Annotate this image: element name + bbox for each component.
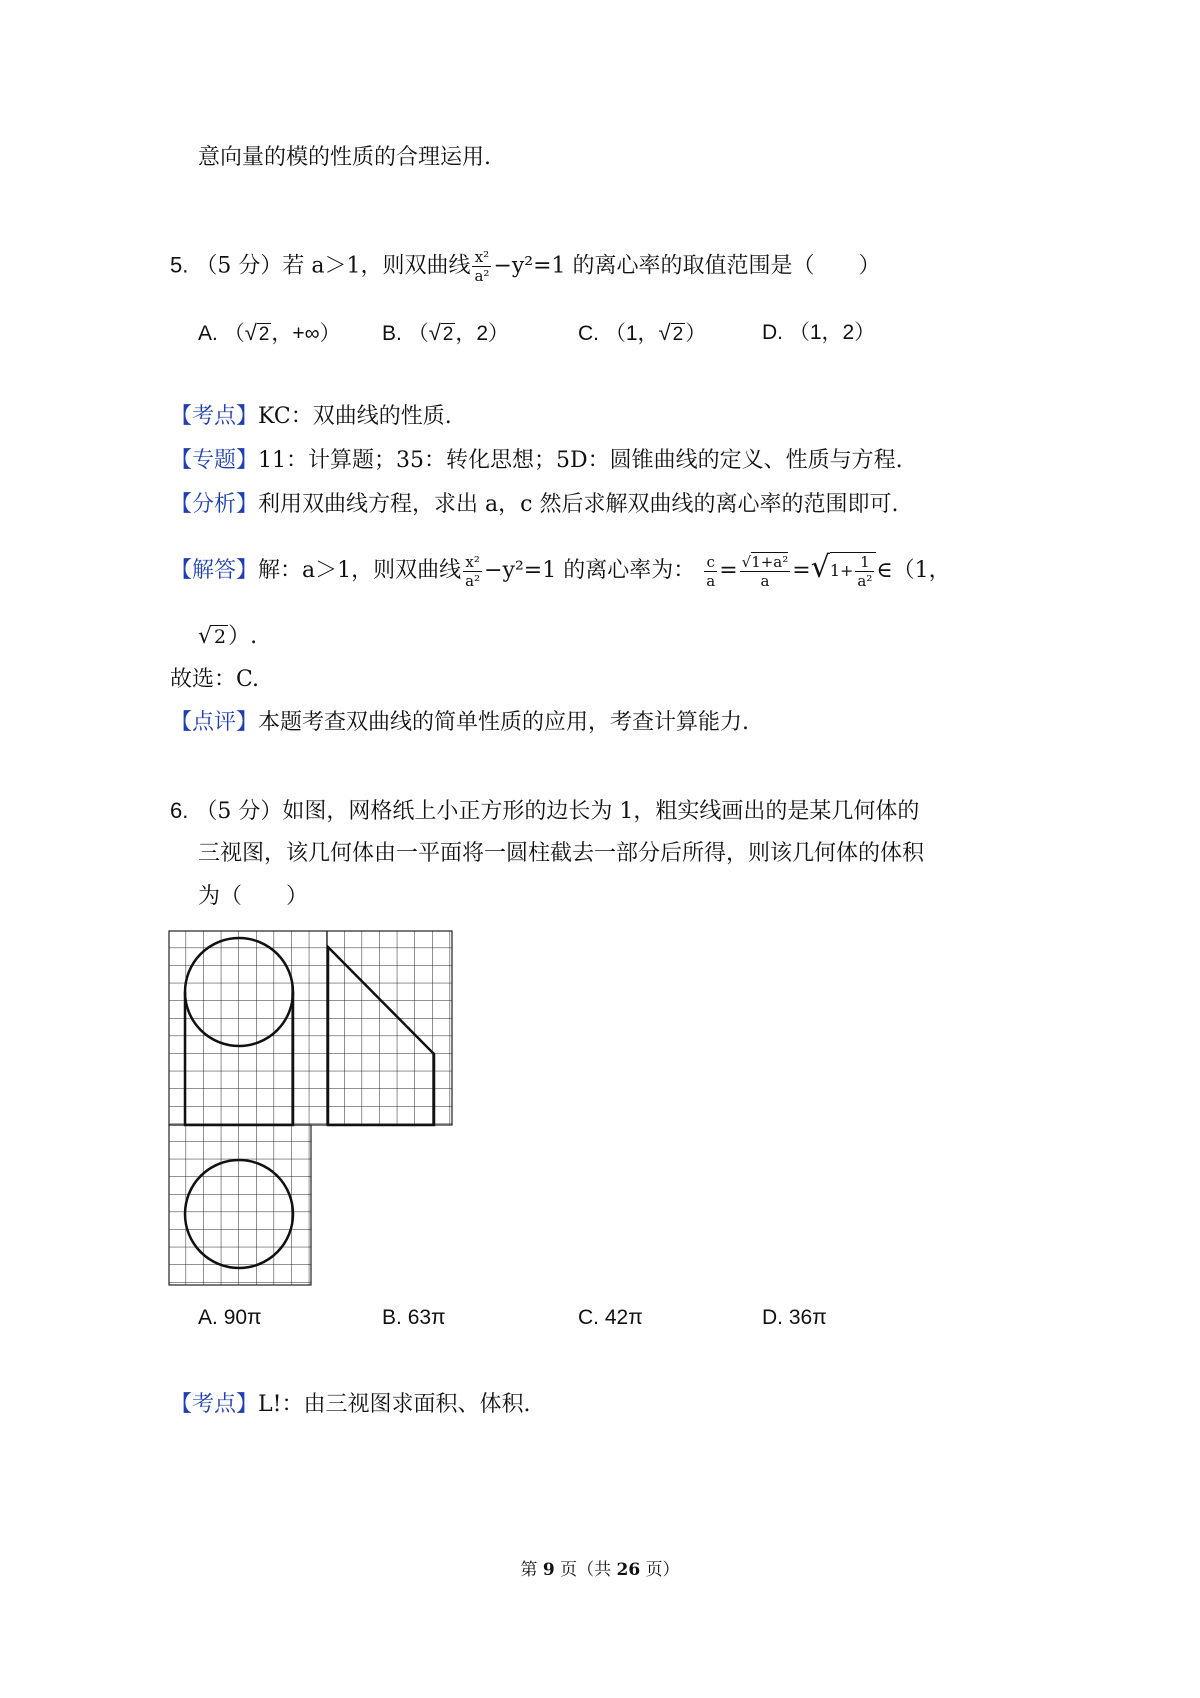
frac-den: a²: [857, 572, 873, 590]
option-label: C.: [578, 322, 599, 345]
q5-number: 5.: [170, 252, 189, 278]
jieda-fraction: [463, 553, 482, 590]
equals-sign: =: [719, 558, 738, 583]
q5-dianping: [170, 708, 749, 738]
minus-sign: −: [493, 253, 512, 279]
frac-den: a: [760, 571, 770, 590]
radicand: 2: [442, 324, 454, 345]
option-label: A.: [198, 322, 218, 345]
sqrt-symbol: √ 2: [198, 624, 227, 649]
grid-top: [169, 1125, 311, 1285]
q5-jieda-line2: [198, 622, 257, 652]
sqrt-symbol: √: [810, 550, 830, 585]
q5-frac-num: x²: [472, 248, 491, 267]
fenxi-tag: 【分析】: [170, 492, 259, 517]
q6-option-b: [382, 1303, 446, 1333]
option-label: D.: [762, 321, 783, 344]
option-post: ，+∞）: [271, 322, 341, 345]
q5-fraction: [472, 248, 491, 285]
zhuanti-text: 11：计算题；35：转化思想；5D：圆锥曲线的定义、性质与方程.: [258, 448, 903, 473]
q5-kaodian: [170, 402, 452, 432]
footer-mid: 页（共: [560, 1560, 612, 1580]
radicand-group: 1+ $\frac{1}{\text{a²}}$: [830, 552, 877, 590]
frac-num: √1+a²: [741, 552, 789, 571]
continuation-text: 意向量的模的性质的合理运用.: [198, 145, 491, 170]
option-post: ）: [685, 322, 707, 345]
q5-stem-prefix: 若 a＞1，则双曲线: [282, 253, 471, 279]
option-pre: （1，2）: [788, 321, 876, 344]
radicand: 2: [672, 324, 684, 345]
option-label: C.: [578, 1306, 599, 1329]
option-value: 63π: [407, 1306, 446, 1329]
option-pre: （1，: [604, 322, 659, 345]
q6-line1: [170, 796, 919, 827]
sqrt-fraction: [740, 553, 791, 590]
option-label: B.: [382, 1306, 402, 1329]
option-pre: （: [407, 322, 429, 345]
sqrt-symbol: √ 2: [658, 320, 684, 345]
q5-stem: [170, 248, 881, 285]
q5-stem-suffix: y²=1 的离心率的取值范围是（ ）: [511, 253, 881, 279]
option-pre: （: [223, 322, 245, 345]
equals-sign: =: [792, 558, 811, 583]
frac-den: a²: [465, 571, 481, 590]
q5-jieda: [170, 552, 951, 590]
jieda-tag: 【解答】: [170, 558, 259, 583]
kaodian-text: KC：双曲线的性质.: [258, 404, 452, 429]
q5-option-b: [382, 318, 509, 350]
page-total: 26: [616, 1560, 641, 1580]
kaodian-tag: 【考点】: [170, 1392, 259, 1417]
sqrt-symbol: √ 2: [428, 320, 454, 345]
footer-pre: 第: [520, 1560, 538, 1580]
page-footer: [0, 1555, 1200, 1580]
sqrt-symbol: √ 2: [244, 320, 270, 345]
q5-guxuan: 故选：C.: [170, 667, 260, 692]
c-over-a: [704, 553, 717, 590]
frac-num: x²: [463, 553, 482, 572]
frac-num: c: [704, 553, 717, 572]
jieda-mid: y²=1 的离心率为：: [502, 558, 696, 583]
radicand: 1+a²: [751, 552, 789, 571]
footer-post: 页）: [645, 1560, 680, 1580]
option-label: D.: [762, 1306, 783, 1329]
zhuanti-tag: 【专题】: [170, 448, 259, 473]
option-value: 90π: [223, 1306, 262, 1329]
option-post: ，2）: [455, 322, 510, 345]
jieda-prefix: 解：a＞1，则双曲线: [258, 558, 462, 583]
option-value: 42π: [604, 1306, 643, 1329]
q5-option-d: [762, 318, 875, 348]
q5-option-c: [578, 318, 706, 350]
minus-sign: −: [484, 558, 503, 583]
q6-number: 6.: [170, 798, 189, 823]
page-number: 9: [542, 1560, 555, 1580]
radicand: 2: [214, 626, 227, 648]
q6-line2: 三视图，该几何体由一平面将一圆柱截去一部分后所得，则该几何体的体积: [198, 841, 925, 866]
q5-frac-den: a²: [474, 267, 490, 285]
option-label: A.: [198, 1306, 218, 1329]
radicand: 2: [258, 324, 270, 345]
q6-stem-1: （5 分）如图，网格纸上小正方形的边长为 1，粗实线画出的是某几何体的: [195, 799, 920, 824]
q5-score: （5 分）: [195, 253, 283, 279]
q5-option-a: [198, 318, 341, 350]
frac-den: a: [706, 571, 716, 590]
dianping-text: 本题考查双曲线的简单性质的应用，考查计算能力.: [258, 710, 750, 735]
q5-fenxi: [170, 490, 898, 520]
q6-option-c: [578, 1303, 643, 1333]
dianping-tag: 【点评】: [170, 710, 259, 735]
jieda-line2-post: ）.: [228, 624, 258, 649]
radicand-one: 1: [829, 561, 841, 580]
q5-zhuanti: [170, 446, 903, 476]
option-value: 36π: [788, 1306, 827, 1329]
fenxi-text: 利用双曲线方程，求出 a，c 然后求解双曲线的离心率的范围即可.: [258, 492, 899, 517]
q6-option-a: [198, 1303, 262, 1333]
frac-num: 1: [855, 553, 874, 572]
option-label: B.: [382, 322, 402, 345]
three-view-figure: [168, 930, 456, 1288]
q6-line3: 为（ ）: [198, 884, 309, 909]
kaodian-tag: 【考点】: [170, 404, 259, 429]
grid-front: [169, 931, 327, 1125]
one-over-a2: [855, 553, 874, 590]
jieda-tail: ∈（1，: [876, 558, 951, 583]
kaodian-text: L!：由三视图求面积、体积.: [258, 1392, 531, 1417]
q6-kaodian: [170, 1390, 530, 1420]
q6-option-d: [762, 1303, 827, 1333]
